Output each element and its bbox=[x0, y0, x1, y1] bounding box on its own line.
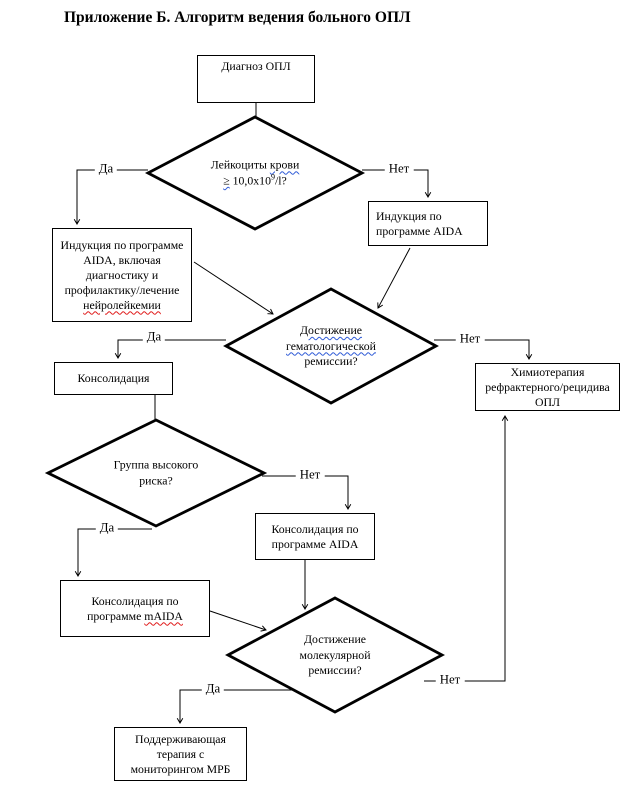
mol-yes-connector bbox=[180, 690, 293, 723]
consolidation-box bbox=[54, 362, 173, 395]
text-line: ≥ $10,0x10^9/l$? bbox=[223, 172, 287, 187]
text-line: терапия с bbox=[156, 746, 205, 761]
text-line: Индукция по программе bbox=[60, 237, 184, 252]
diagnosis-box bbox=[197, 55, 315, 103]
hematologic-remission-decision-text bbox=[286, 323, 376, 370]
text-line: ОПЛ bbox=[534, 394, 561, 409]
high-risk-decision-text bbox=[114, 458, 199, 489]
text-line: профилактику/лечение bbox=[64, 282, 180, 297]
text-line: мониторингом МРБ bbox=[130, 761, 231, 776]
text-line: молекулярной bbox=[299, 647, 371, 662]
maintenance-box bbox=[114, 727, 247, 781]
risk-no-label: Нет bbox=[296, 468, 325, 483]
text-line: программе AIDA bbox=[376, 223, 463, 238]
text-line: диагностику и bbox=[85, 267, 159, 282]
induction-aida-box bbox=[368, 201, 488, 246]
wbc-yes-connector bbox=[77, 170, 148, 224]
text-line: Диагноз ОПЛ bbox=[221, 59, 291, 73]
text-line: рефрактерного/рецидива bbox=[485, 379, 610, 394]
text-line: ремиссии? bbox=[304, 353, 358, 368]
wbc-no-label: Нет bbox=[385, 162, 414, 177]
text-line: Группа высокого bbox=[113, 457, 199, 472]
wbc-decision-text bbox=[211, 158, 300, 189]
mol-yes-label: Да bbox=[202, 682, 224, 697]
risk-yes-label: Да bbox=[96, 521, 118, 536]
molecular-remission-decision-text bbox=[299, 632, 370, 679]
text-line: программе mAIDA bbox=[87, 608, 183, 623]
text-line: Консолидация по bbox=[91, 593, 179, 608]
text-line: Достижение bbox=[299, 322, 363, 337]
page-title: Приложение Б. Алгоритм ведения больного ОПЛ bbox=[64, 9, 411, 26]
inductioncns-to-hem bbox=[194, 262, 273, 314]
induction-to-hem bbox=[378, 248, 410, 308]
text-line: Индукция по bbox=[376, 208, 442, 223]
text-line: программе AIDA bbox=[271, 536, 359, 551]
hem-yes-connector bbox=[118, 340, 226, 358]
wbc-yes-label: Да bbox=[95, 162, 117, 177]
text-line: AIDA, включая bbox=[83, 252, 161, 267]
hem-yes-label: Да bbox=[143, 330, 165, 345]
text-line: Лейкоциты крови bbox=[210, 157, 300, 172]
consolidation-aida-box bbox=[255, 513, 375, 560]
mol-no-label: Нет bbox=[436, 673, 465, 688]
text-line: Химиотерапия bbox=[510, 364, 585, 379]
text-line: Консолидация по bbox=[271, 521, 359, 536]
text-line: Поддерживающая bbox=[135, 731, 226, 746]
text-line: Консолидация bbox=[77, 371, 150, 385]
consmaida-to-mol bbox=[210, 611, 266, 630]
text-line: ремиссии? bbox=[308, 662, 362, 677]
text-line: нейролейкемии bbox=[83, 297, 161, 312]
induction-aida-cns-box bbox=[52, 228, 192, 322]
hem-no-label: Нет bbox=[456, 332, 485, 347]
text-line: риска? bbox=[139, 473, 173, 487]
risk-yes-connector bbox=[78, 529, 152, 576]
text-line: Достижение bbox=[303, 631, 367, 646]
text-line: гематологической bbox=[286, 338, 376, 353]
mol-no-connector bbox=[424, 416, 505, 681]
consolidation-maida-box bbox=[60, 580, 210, 637]
chemo-refractory-box bbox=[475, 363, 620, 411]
